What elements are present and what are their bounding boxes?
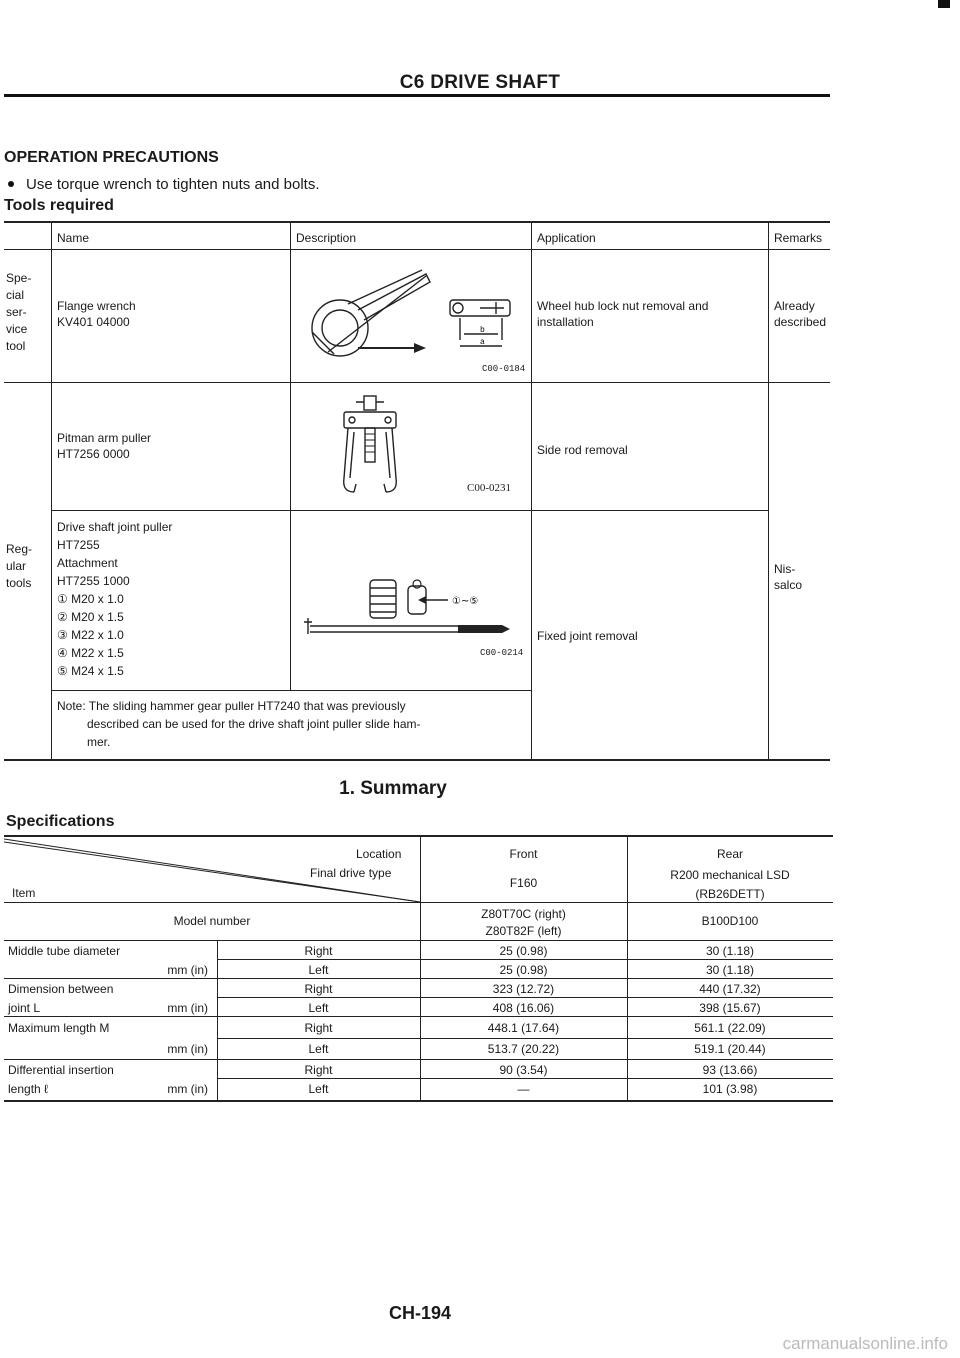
precautions-heading: OPERATION PRECAUTIONS xyxy=(4,149,219,166)
side-label: Right xyxy=(304,982,333,996)
side-label: Left xyxy=(308,1001,329,1015)
front-model: Z80T70C (right) Z80T82F (left) xyxy=(481,907,566,938)
precaution-bullet xyxy=(4,176,320,193)
pitman-puller-application: Side rod removal xyxy=(537,443,628,457)
front-value: 25 (0.98) xyxy=(499,944,548,958)
col-description-header: Description xyxy=(296,231,357,245)
tools-note: Note: The sliding hammer gear puller HT7240 that was previously described can be used for the drive shaft joint puller slide ham- mer. xyxy=(57,699,421,749)
spec-item-unit: mm (in) xyxy=(167,1001,208,1015)
rear-value: 561.1 (22.09) xyxy=(694,1021,766,1035)
spec-item-unit: mm (in) xyxy=(167,1082,208,1096)
size-item: ② M20 x 1.5 xyxy=(57,610,124,624)
rear-header: Rear xyxy=(716,847,743,861)
front-header: Front xyxy=(509,847,538,861)
col-application-header: Application xyxy=(537,231,596,245)
scan-mark xyxy=(938,0,950,8)
col-name-header: Name xyxy=(57,231,90,245)
front-value: 448.1 (17.64) xyxy=(487,1021,560,1035)
rear-model: B100D100 xyxy=(701,914,759,928)
rear-drive-type: R200 mechanical LSD (RB26DETT) xyxy=(670,868,790,901)
side-label: Right xyxy=(304,1021,333,1035)
title-rule xyxy=(4,94,830,97)
flange-wrench-name: Flange wrench KV401 04000 xyxy=(57,299,136,329)
spec-item-label: joint L xyxy=(8,1001,41,1015)
col-remarks-header: Remarks xyxy=(774,231,823,245)
spec-item-unit: mm (in) xyxy=(167,1042,208,1056)
spec-item-unit: mm (in) xyxy=(167,963,208,977)
bullet-dot-icon xyxy=(8,181,14,187)
spec-item-label: Differential insertion xyxy=(8,1063,114,1077)
side-label: Right xyxy=(304,944,333,958)
regular-tool-label: Reg- ular tools xyxy=(6,542,33,590)
pitman-puller-name: Pitman arm puller HT7256 0000 xyxy=(57,431,152,461)
rear-value: 101 (3.98) xyxy=(702,1082,758,1096)
front-value: 25 (0.98) xyxy=(499,963,548,977)
dim-b-label: b xyxy=(480,326,485,335)
flange-wrench-figure xyxy=(298,262,524,374)
corner-item: Item xyxy=(12,886,36,900)
size-item: ⑤ M24 x 1.5 xyxy=(57,664,124,678)
flange-wrench-figure-code: C00-0184 xyxy=(482,364,526,374)
spec-item-label: Middle tube diameter xyxy=(8,944,121,958)
corner-final-drive: Final drive type xyxy=(310,866,392,880)
joint-puller-name: Drive shaft joint puller HT7255 Attachment HT7255 1000 ① M20 x 1.0 ② M20 x 1.5 ③ M22 x 1.0 ④ M22 x 1.5 ⑤ M24 x 1.5 xyxy=(57,520,173,678)
spec-item-label: Maximum length M xyxy=(8,1021,110,1035)
rear-value: 30 (1.18) xyxy=(705,944,755,958)
dim-a-label: a xyxy=(480,338,485,347)
corner-location: Location xyxy=(356,847,402,861)
page-number: CH-194 xyxy=(388,1303,452,1323)
page-title: C6 DRIVE SHAFT xyxy=(399,72,561,93)
specifications-heading: Specifications xyxy=(6,813,115,830)
side-label: Left xyxy=(308,1082,329,1096)
summary-title: 1. Summary xyxy=(339,778,447,799)
side-label: Left xyxy=(308,1042,329,1056)
flange-wrench-remarks: Already described xyxy=(774,299,827,329)
precaution-text: Use torque wrench to tighten nuts and bolts. xyxy=(26,176,320,193)
front-drive-type: F160 xyxy=(509,876,538,890)
regular-tools-remarks: Nis- salco xyxy=(774,562,803,592)
front-value: 513.7 (20.22) xyxy=(487,1042,560,1056)
size-item: ④ M22 x 1.5 xyxy=(57,646,124,660)
tools-heading: Tools required xyxy=(4,197,114,214)
special-tool-label: Spe- cial ser- vice tool xyxy=(6,271,32,353)
front-value: 408 (16.06) xyxy=(492,1001,555,1015)
joint-puller-callout: ①~⑤ xyxy=(452,596,479,607)
flange-wrench-application: Wheel hub lock nut removal and installation xyxy=(537,299,709,329)
front-value: — xyxy=(517,1082,530,1096)
joint-puller-application: Fixed joint removal xyxy=(537,629,638,643)
joint-puller-figure-code: C00-0214 xyxy=(480,648,524,658)
rear-value: 398 (15.67) xyxy=(699,1001,761,1015)
rear-value: 519.1 (20.44) xyxy=(694,1042,766,1056)
rear-value: 93 (13.66) xyxy=(702,1063,758,1077)
pitman-puller-figure-code: C00-0231 xyxy=(467,482,511,494)
size-item: ③ M22 x 1.0 xyxy=(57,628,124,642)
rear-value: 30 (1.18) xyxy=(705,963,755,977)
side-label: Right xyxy=(304,1063,333,1077)
site-watermark: carmanualsonline.info xyxy=(782,1334,948,1353)
size-item: ① M20 x 1.0 xyxy=(57,592,124,606)
model-number-label: Model number xyxy=(173,914,251,928)
pitman-puller-figure xyxy=(330,392,410,500)
joint-puller-figure xyxy=(298,574,524,644)
rear-value: 440 (17.32) xyxy=(699,982,761,996)
spec-item-label: length ℓ xyxy=(8,1082,48,1096)
front-value: 323 (12.72) xyxy=(492,982,555,996)
front-value: 90 (3.54) xyxy=(499,1063,548,1077)
spec-item-label: Dimension between xyxy=(8,982,114,996)
side-label: Left xyxy=(308,963,329,977)
